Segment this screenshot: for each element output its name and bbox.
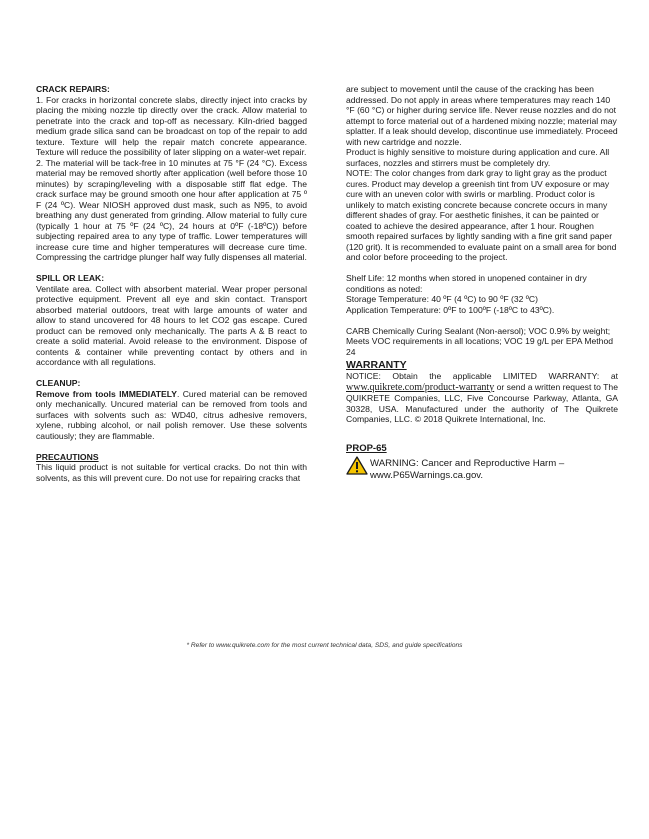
prop65-warning <box>346 458 618 482</box>
shelf-life: Shelf Life: 12 months when stored in unopened container in dry conditions as noted: <box>346 273 587 294</box>
footer-note: * Refer to www.quikrete.com for the most current technical data, SDS, and guide specifications <box>186 642 463 649</box>
precautions-continued: are subject to movement until the cause of the cracking has been addressed. Do not apply in areas where temperatures may reach 140 °F (60 °C) or higher during service life. Never reuse nozzles and do not attempt to force material out of a hardened mixing nozzle; material may splatter. If a leak should develop, discontinue use immediately. Proceed with new cartridge and nozzle. <box>346 84 618 147</box>
prop65-text <box>370 458 564 482</box>
left-column <box>36 84 307 483</box>
warning-triangle-icon <box>346 456 368 475</box>
prop65-line-1: WARNING: Cancer and Reproductive Harm – <box>370 457 565 469</box>
cleanup-body <box>36 389 307 442</box>
warranty-heading: WARRANTY <box>346 359 407 371</box>
warranty-post: or send a written request to The QUIKRETE Companies, LLC, Five Concourse Parkway, Atlanta, GA 30328, USA. Manufactured under the authority of The Quikrete Companies, LLC. © 2018 Quikrete International, Inc. <box>346 381 618 424</box>
color-note: NOTE: The color changes from dark gray to light gray as the product cures. Product may develop a greenish tint from UV exposure or may cure with an uneven color with swirls or marbling. Product color is unlikely to match existing concrete because concrete occurs in many different shades of gray. For aesthetic finishes, it can be painted or coated to achieve the desired appearance, after 1 hour. Roughen smooth repaired surfaces by lightly sanding with a fine grit sand paper (120 grit). It is recommended to evaluate paint on a small area for bond and color before proceeding to the project. <box>346 168 617 262</box>
warranty-body <box>346 371 618 425</box>
cleanup-text: . Cured material can be removed only mechanically. Uncured material can be removed from tools and surfaces with solvents such as: WD40, citrus adhesive removers, xylene, rubbing alcohol, or nail polish remover. Use these solvents cautiously; they are flammable. <box>36 388 307 441</box>
precautions-body: This liquid product is not suitable for vertical cracks. Do not thin with solvents, as this will prevent cure. Do not use for repairing cracks that <box>36 462 307 483</box>
application-temperature: Application Temperature: 0ºF to 100ºF (-18ºC to 43ºC). <box>346 304 555 315</box>
warranty-link[interactable]: www.quikrete.com/product-warranty <box>346 381 495 393</box>
moisture-note: Product is highly sensitive to moisture during application and cure. All surfaces, nozzles and stirrers must be completely dry. <box>346 147 610 168</box>
storage-temperature: Storage Temperature: 40 ºF (4 ºC) to 90 ºF (32 ºC) <box>346 294 538 304</box>
right-column <box>346 84 618 482</box>
crack-repairs-heading: CRACK REPAIRS: <box>36 84 110 94</box>
prop65-heading: PROP-65 <box>346 442 387 454</box>
prop65-line-2[interactable]: www.P65Warnings.ca.gov. <box>370 469 484 481</box>
spill-heading: SPILL OR LEAK: <box>36 273 105 283</box>
cleanup-lead: Remove from tools IMMEDIATELY <box>36 388 177 399</box>
crack-repairs-step-1: 1. For cracks in horizontal concrete slabs, directly inject into cracks by placing the mixing nozzle tip directly over the crack. Allow material to penetrate into the crack and top-off as necessary. Kiln-dried bagged medium grade silica sand can be broadcast on top of the repair to add texture. Texture will help the repair match concrete appearance. Texture will reduce the possibility of later slipping on a water-wet repair. <box>36 94 307 157</box>
spill-body: Ventilate area. Collect with absorbent material. Wear proper personal protective equipment. Prevent all eye and skin contact. Transport absorbed material outdoors, treat with large amounts of water and allow to stand uncovered for 48 hours to let CO2 gas escape. Cured product can be removed only mechanically. The parts A & B react to create a solid material. Avoid release to the environment. Dispose of contents & container while preventing contact by others and in accordance with all regulations. <box>36 283 307 367</box>
cleanup-heading: CLEANUP: <box>36 378 81 388</box>
carb-voc-statement: CARB Chemically Curing Sealant (Non-aersol); VOC 0.9% by weight; Meets VOC requirements in all locations; VOC 19 g/L per EPA Method 24 <box>346 325 614 357</box>
precautions-heading: PRECAUTIONS <box>36 451 99 462</box>
crack-repairs-step-2: 2. The material will be tack-free in 10 minutes at 75 °F (24 °C). Excess material may be removed shortly after application (well before those 10 minutes) by scraping/leveling with a disposable stiff flat edge. The crack surface may be ground smooth one hour after application at 75 º F (24 ºC). Wear NIOSH approved dust mask, such as N95, to avoid breathing any dust generated from grinding. Allow material to fully cure (typically 1 hour at 75 ºF (24 ºC), 24 hours at 0ºF (-18ºC)) before subjecting repaired area to any type of traffic. Lower temperatures will increase cure time and higher temperatures will decrease cure time. Compressing the cartridge plunger half way fully dispenses all material. <box>36 157 307 262</box>
warranty-pre: NOTICE: Obtain the applicable LIMITED WARRANTY: at <box>346 371 618 381</box>
